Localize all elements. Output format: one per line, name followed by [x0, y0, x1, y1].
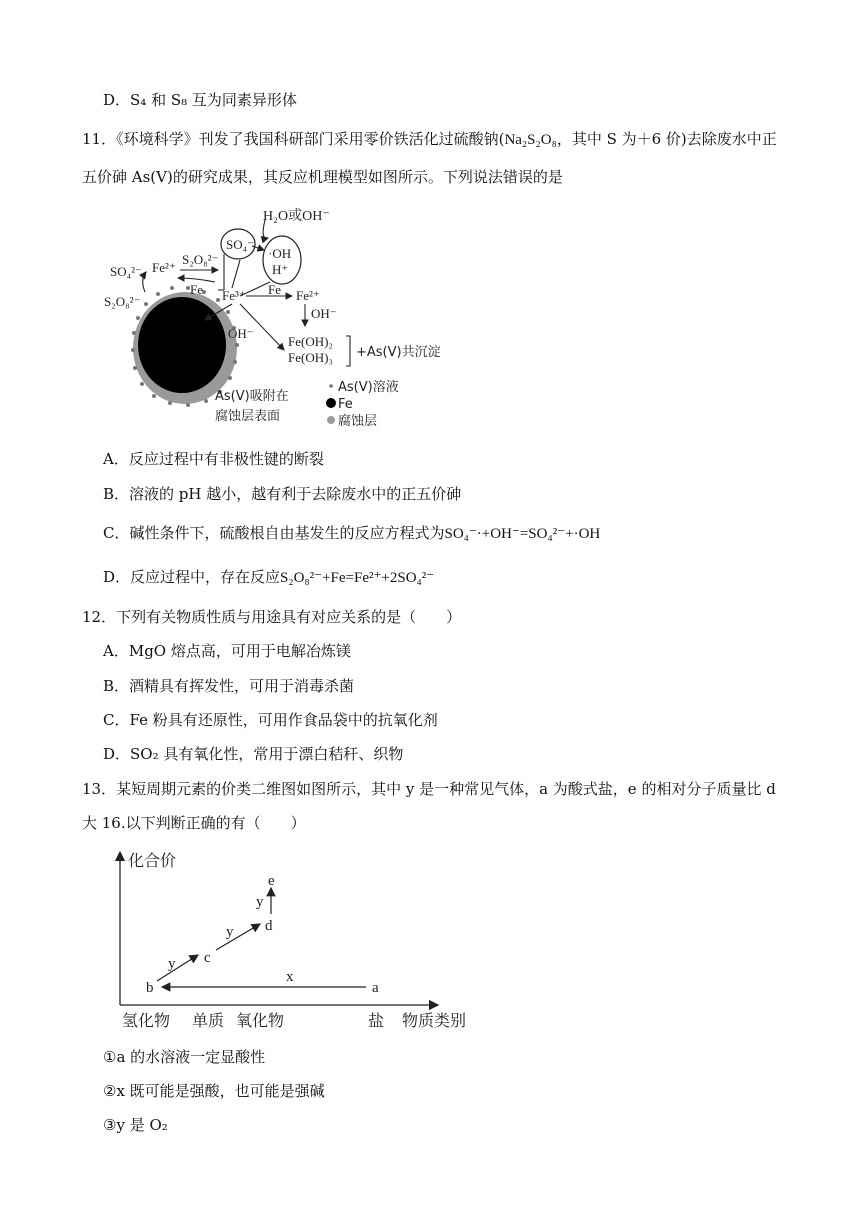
label-coprecip: +As(V)共沉淀	[356, 345, 441, 360]
q10-option-d: D．S₄ 和 S₈ 互为同素异形体	[103, 91, 297, 109]
point-e: e	[268, 873, 275, 889]
q13-statement-2	[103, 1080, 325, 1102]
arrow-label-x: x	[286, 969, 294, 985]
q12-option-a: A．MgO 熔点高，可用于电解冶炼镁	[103, 642, 351, 660]
label-fe-right: Fe	[268, 282, 281, 297]
q12-option-c: C．Fe 粉具有还原性，可用作食品袋中的抗氧化剂	[103, 711, 438, 729]
q13-statement-3	[103, 1114, 168, 1136]
q13-stem-line1: 13．某短周期元素的价类二维图如图所示，其中 y 是一种常见气体，a 为酸式盐，e 的相对分子质量比 d	[82, 780, 776, 798]
q12-option-d: D．SO₂ 具有氧化性，常用于漂白秸秆、织物	[103, 745, 404, 763]
q11-number: 11．	[82, 130, 117, 148]
q13-statement-2-num: ②	[103, 1082, 117, 1100]
q11-option-b: B．溶液的 pH 越小，越有利于去除废水中的正五价砷	[103, 485, 462, 503]
label-fe2-right: Fe²⁺	[296, 288, 320, 303]
x-category-oxide: 氧化物	[236, 1011, 285, 1030]
point-a: a	[372, 980, 379, 996]
arrow-label-y2: y	[226, 924, 234, 940]
q11-option-c-text: C．碱性条件下，硫酸根自由基发生的反应方程式为	[103, 524, 445, 542]
q13-valence-class-chart	[110, 840, 480, 1035]
label-fe2-top: Fe²⁺	[152, 260, 176, 275]
q11-stem-formula: Na₂S₂O₈	[504, 132, 557, 148]
q11-stem-part1: 《环境科学》刊发了我国科研部门采用零价铁活化过硫酸钠(	[116, 130, 505, 148]
q11-option-c	[103, 522, 600, 545]
q11-option-d-formula: S₂O₈²⁻+Fe=Fe²⁺+2SO₄²⁻	[280, 570, 435, 586]
q11-stem-line1	[82, 128, 777, 151]
q13-statement-1-text: a 的水溶液一定显酸性	[116, 1048, 266, 1066]
q11-stem-line2: 五价砷 As(V)的研究成果，其反应机理模型如图所示。下列说法错误的是	[82, 168, 563, 186]
x-axis-label: 物质类别	[402, 1011, 467, 1030]
label-oh-radical: ·OH	[268, 246, 292, 261]
q13-statement-3-num: ③	[103, 1116, 117, 1134]
q11-option-a: A．反应过程中有非极性键的断裂	[103, 450, 324, 468]
q11-option-d	[103, 566, 434, 589]
label-fe-left: Fe	[190, 282, 203, 297]
label-s2o8-top: S₂O₈²⁻	[182, 252, 219, 267]
x-category-salt: 盐	[368, 1011, 385, 1030]
point-b: b	[146, 980, 154, 996]
point-c: c	[204, 950, 211, 966]
q13-statement-1-num: ①	[103, 1048, 117, 1066]
legend-dot-fe	[326, 398, 336, 408]
q11-mechanism-diagram	[100, 200, 470, 440]
legend-dot-corrosion	[327, 416, 335, 424]
q13-statement-1	[103, 1046, 265, 1068]
label-feoh3: Fe(OH)₃	[288, 350, 333, 365]
label-fe3: Fe³⁺	[222, 288, 246, 303]
x-category-hydride: 氢化物	[122, 1011, 171, 1030]
label-so4-left: SO₄²⁻	[110, 264, 142, 279]
legend-dot-as	[329, 384, 333, 388]
label-so4-radical: SO₄⁻	[226, 237, 255, 252]
label-s2o8-bottom: S₂O₈²⁻	[104, 294, 141, 309]
q13-statement-3-text: y 是 O₂	[116, 1116, 168, 1134]
point-d: d	[265, 918, 273, 934]
arrow-label-y3: y	[256, 894, 264, 910]
legend-fe: Fe	[338, 397, 353, 412]
legend-corrosion: 腐蚀层	[338, 414, 378, 429]
q11-option-d-text: D．反应过程中，存在反应	[103, 568, 281, 586]
label-feoh2: Fe(OH)₂	[288, 334, 333, 349]
label-h2o-oh: H₂O或OH⁻	[263, 209, 330, 224]
q13-statement-2-text: x 既可能是强酸，也可能是强碱	[116, 1082, 325, 1100]
label-adsorb-line2: 腐蚀层表面	[215, 409, 281, 424]
label-oh-minus-left: OH⁻	[228, 326, 254, 341]
label-h-plus: H⁺	[272, 262, 289, 277]
q11-stem-part2: ，其中 S 为＋6 价)去除废水中正	[556, 130, 777, 148]
x-category-element: 单质	[192, 1011, 225, 1030]
q13-stem-line2: 大 16.以下判断正确的有（ ）	[82, 814, 306, 832]
label-oh-minus-right: OH⁻	[311, 306, 337, 321]
q11-option-c-formula: SO₄⁻·+OH⁻=SO₄²⁻+·OH	[444, 526, 601, 542]
legend-as: As(V)溶液	[338, 380, 399, 395]
label-adsorb-line1: As(V)吸附在	[215, 389, 289, 404]
y-axis-label: 化合价	[128, 851, 177, 870]
arrow-label-y1: y	[168, 956, 176, 972]
fe-core	[138, 297, 226, 393]
q12-stem: 12．下列有关物质性质与用途具有对应关系的是（ ）	[82, 608, 462, 626]
q12-option-b: B．酒精具有挥发性，可用于消毒杀菌	[103, 677, 355, 695]
